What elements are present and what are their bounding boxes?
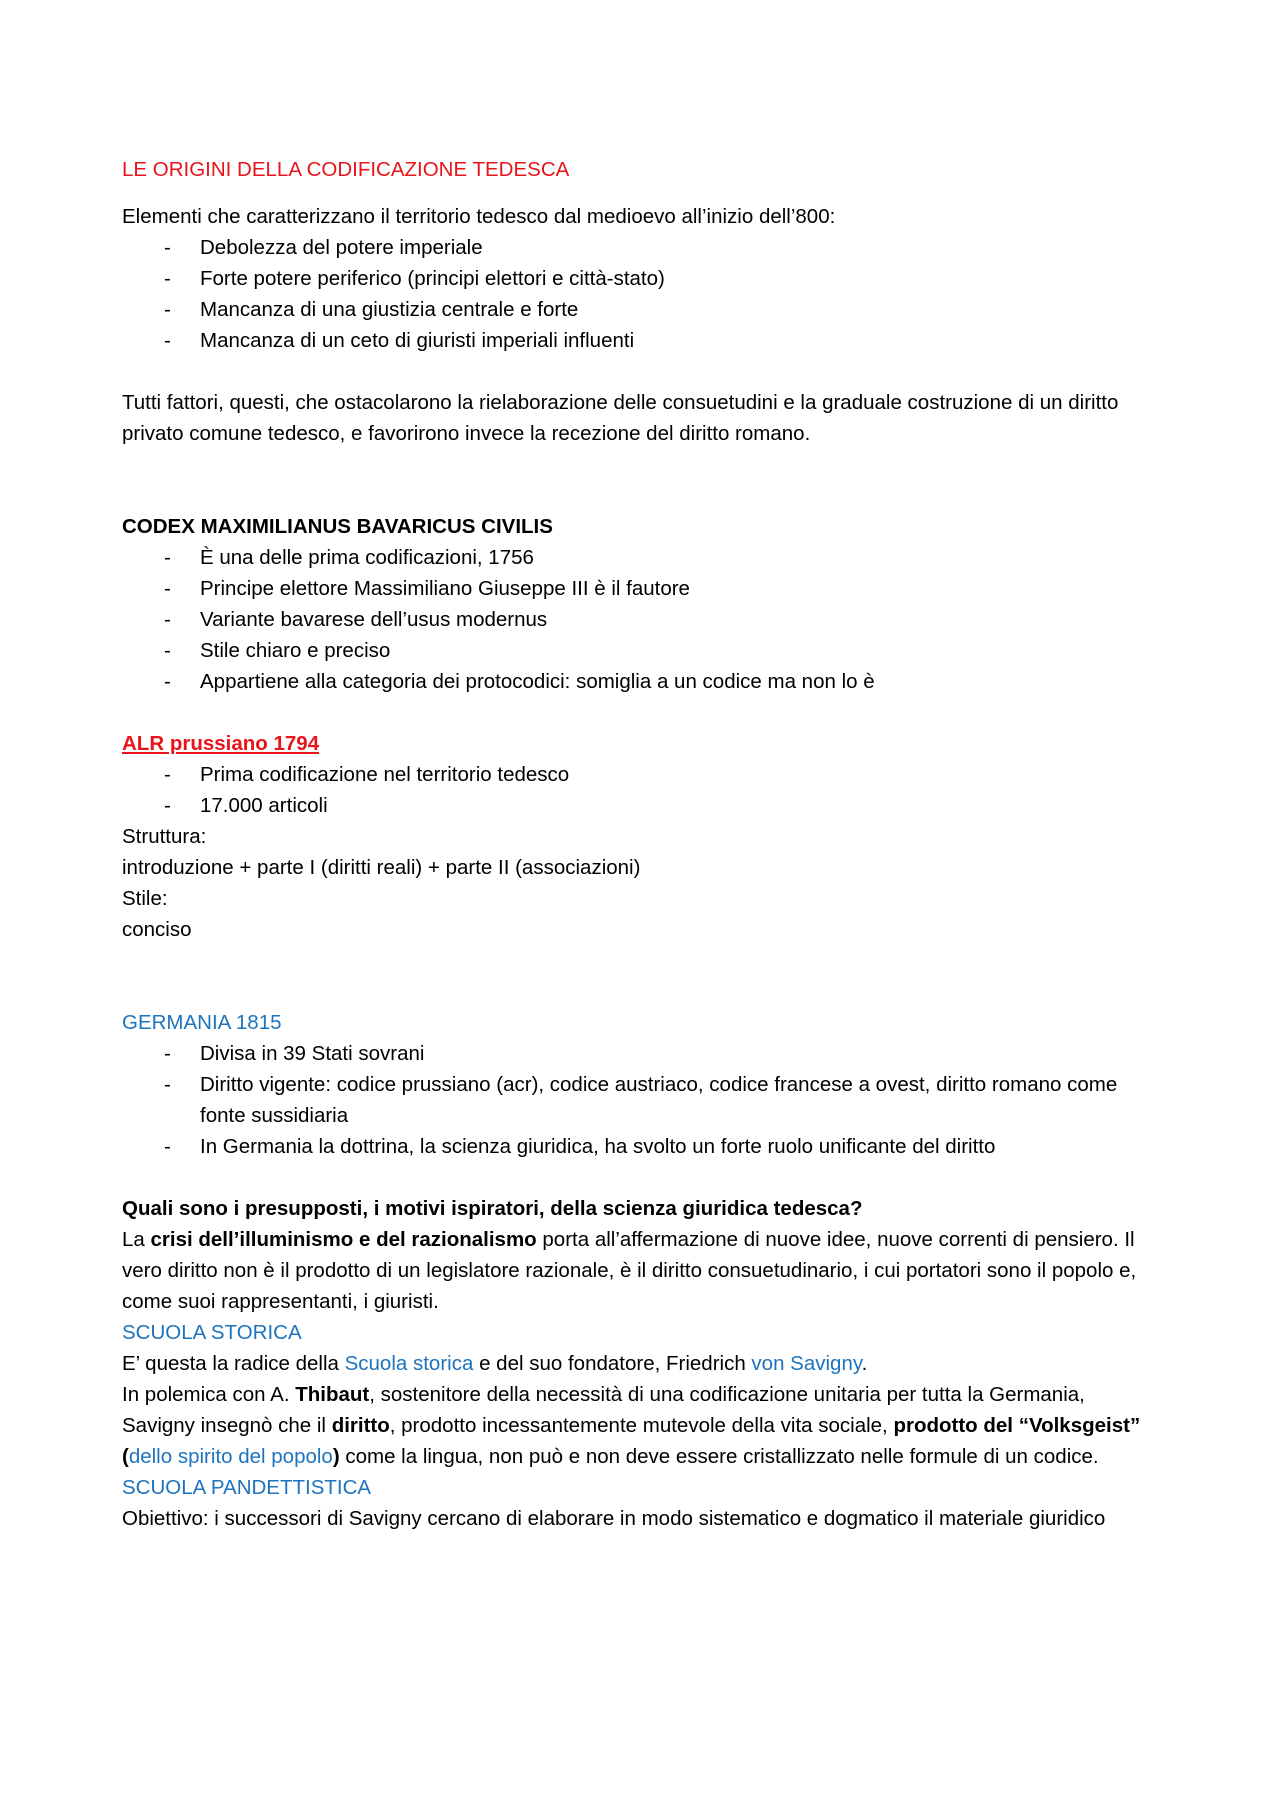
alr-stile-label: Stile: <box>122 887 168 910</box>
alr-heading: ALR prussiano 1794 <box>122 732 320 755</box>
alr-stile-value: conciso <box>122 918 192 941</box>
list-item: - Mancanza di una giustizia centrale e forte <box>122 294 1160 325</box>
text-run: , prodotto incessantemente mutevole della vita sociale, <box>389 1414 894 1437</box>
text-run: In polemica con A. <box>122 1383 296 1406</box>
scuola-pandettistica-text: Obiettivo: i successori di Savigny cercano di elaborare in modo sistematico e dogmatico il materiale giuridico <box>122 1507 1106 1530</box>
list-item: - Prima codificazione nel territorio tedesco <box>122 759 1160 790</box>
scuola-storica-heading: SCUOLA STORICA <box>122 1321 302 1344</box>
intro-conclusion: Tutti fattori, questi, che ostacolarono la rielaborazione delle consuetudini e la graduale costruzione di un diritto privato comune tedesco, e favorirono invece la recezione del diritto romano. <box>122 391 1119 445</box>
alr-list <box>122 759 1160 821</box>
presupposti-paragraph <box>122 1224 1160 1317</box>
text-run: e del suo fondatore, Friedrich <box>473 1352 752 1375</box>
list-item: - In Germania la dottrina, la scienza giuridica, ha svolto un forte ruolo unificante del diritto <box>122 1131 1160 1162</box>
list-item: - Mancanza di un ceto di giuristi imperiali influenti <box>122 325 1160 356</box>
list-item: - Diritto vigente: codice prussiano (acr), codice austriaco, codice francese a ovest, diritto romano come fonte sussidiaria <box>122 1069 1160 1131</box>
bold-run: crisi dell’illuminismo e del razionalismo <box>150 1228 537 1251</box>
codex-list <box>122 542 1160 697</box>
scuola-storica-line1 <box>122 1348 1160 1379</box>
alr-struttura-value: introduzione + parte I (diritti reali) + parte II (associazioni) <box>122 856 641 879</box>
scuola-storica-link[interactable]: Scuola storica <box>344 1352 474 1375</box>
spirito-popolo-link[interactable]: dello spirito del popolo <box>128 1445 333 1468</box>
text-run: La <box>122 1228 151 1251</box>
list-item: - Principe elettore Massimiliano Giuseppe III è il fautore <box>122 573 1160 604</box>
text-run: come la lingua, non può e non deve essere cristallizzato nelle formule di un codice. <box>339 1445 1099 1468</box>
intro-lead: Elementi che caratterizzano il territorio tedesco dal medioevo all’inizio dell’800: <box>122 205 836 228</box>
list-item: - Divisa in 39 Stati sovrani <box>122 1038 1160 1069</box>
list-item: - Variante bavarese dell’usus modernus <box>122 604 1160 635</box>
alr-struttura-label: Struttura: <box>122 825 207 848</box>
list-item: - Debolezza del potere imperiale <box>122 232 1160 263</box>
text-run: . <box>861 1352 868 1375</box>
codex-heading: CODEX MAXIMILIANUS BAVARICUS CIVILIS <box>122 515 553 538</box>
bold-run: ) <box>332 1445 340 1468</box>
germania-heading: GERMANIA 1815 <box>122 1011 282 1034</box>
list-item: - Appartiene alla categoria dei protocodici: somiglia a un codice ma non lo è <box>122 666 1160 697</box>
germania-list <box>122 1038 1160 1162</box>
list-item: - 17.000 articoli <box>122 790 1160 821</box>
presupposti-question: Quali sono i presupposti, i motivi ispiratori, della scienza giuridica tedesca? <box>122 1197 863 1220</box>
list-item: - Forte potere periferico (principi elettori e città-stato) <box>122 263 1160 294</box>
savigny-link[interactable]: von Savigny <box>751 1352 862 1375</box>
text-run: E’ questa la radice della <box>122 1352 345 1375</box>
scuola-pandettistica-heading: SCUOLA PANDETTISTICA <box>122 1476 372 1499</box>
list-item: - Stile chiaro e preciso <box>122 635 1160 666</box>
text-run: porta all’affermazione di nuove idee, nuove correnti di pensiero. Il vero diritto non è il prodotto di un legislatore razionale, è il diritto consuetudinario, i cui portatori sono il popolo e, come suoi rappresentanti, i giuristi. <box>122 1228 1137 1313</box>
bold-run: diritto <box>331 1414 390 1437</box>
page-title: LE ORIGINI DELLA CODIFICAZIONE TEDESCA <box>122 158 570 181</box>
intro-list <box>122 232 1160 356</box>
bold-run: prodotto del “Volksgeist” ( <box>122 1414 1141 1468</box>
text-run: , sostenitore della necessità di una codificazione unitaria per tutta la Germania, Savigny insegnò che il <box>122 1383 1085 1437</box>
list-item: - È una delle prima codificazioni, 1756 <box>122 542 1160 573</box>
scuola-storica-paragraph <box>122 1379 1160 1472</box>
bold-run: Thibaut <box>295 1383 370 1406</box>
